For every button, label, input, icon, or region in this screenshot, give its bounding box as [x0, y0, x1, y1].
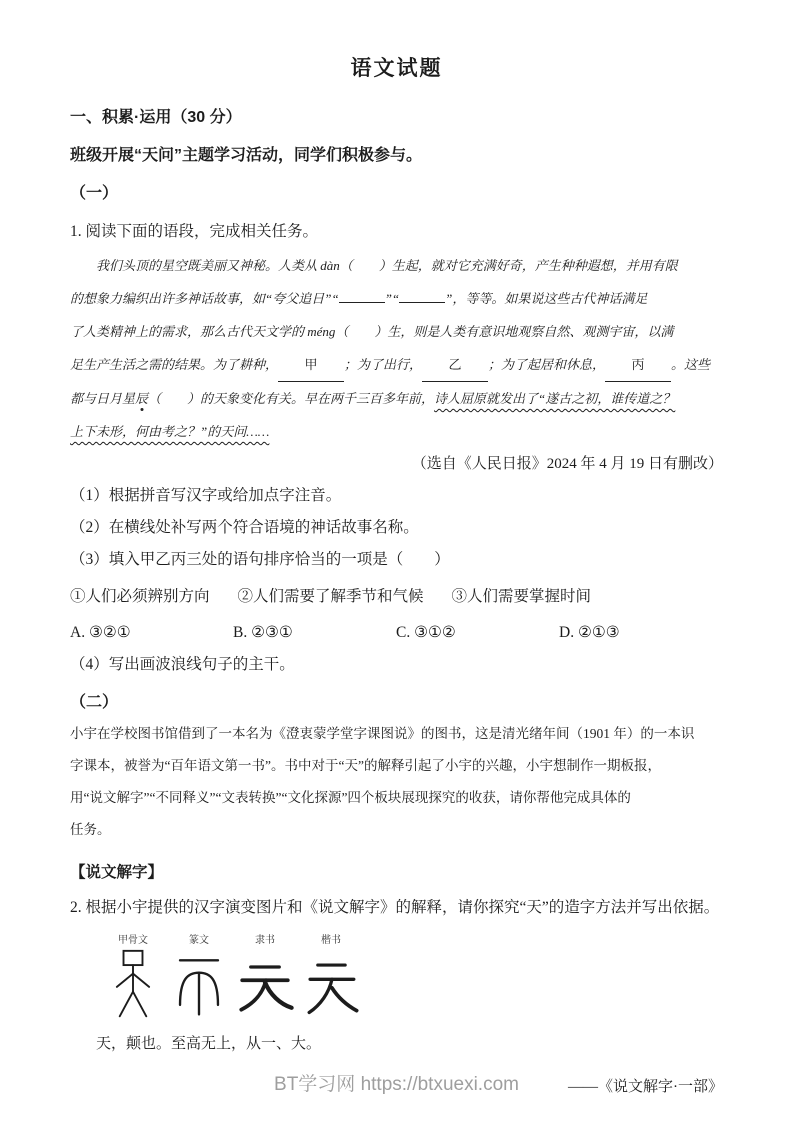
text-segment: ”“ [384, 291, 400, 306]
regular-script-column [302, 931, 360, 1022]
passage-line [70, 718, 723, 750]
regular-script-label: 楷书 [321, 935, 341, 946]
activity-intro: 班级开展“天问”主题学习活动，同学们积极参与。 [70, 147, 423, 164]
blank-label: 丙 [605, 348, 671, 382]
passage-source: （选自《人民日报》2024 年 4 月 19 日有删改） [411, 456, 723, 472]
wavy-underlined-text: 诗人屈原就发出了“遂古之初，谁传道之？ [434, 391, 676, 406]
passage-line [70, 348, 723, 382]
dotted-char: 辰 [135, 391, 149, 406]
question-1-4: （4）写出画波浪线句子的主干。 [70, 656, 295, 673]
blank-line [399, 291, 445, 303]
text-segment: ”，等等。如果说这些古代神话满足 [445, 291, 648, 306]
option-d: D. ②①③ [559, 624, 620, 641]
choice-options [70, 623, 723, 642]
seal-script-tian-glyph [170, 948, 228, 1022]
shuowen-block-label: 【说文解字】 [70, 864, 164, 881]
page-title: 语文试题 [350, 57, 443, 80]
part-two-label: （二） [70, 694, 119, 711]
text-segment: 。这些 [671, 357, 711, 372]
seal-script-column [170, 931, 228, 1022]
shuowen-quote: 天，颠也。至高无上，从一、大。 [96, 1036, 322, 1052]
watermark-footer: BT学习网 https://btxuexi.com [274, 1074, 519, 1095]
text-segment: 了人类精神上的需求，那么古代天文学的 méng（ ）生，则是人类有意识地观察自然、观测宇宙，以满 [70, 324, 674, 339]
clerical-script-tian-glyph [236, 948, 294, 1022]
passage-line [70, 282, 723, 315]
part-one-label: （一） [70, 185, 119, 202]
text-segment: ；为了起居和休息， [488, 357, 606, 372]
option-a: A. ③②① [70, 624, 131, 641]
passage-line [70, 814, 723, 846]
text-segment: 任务。 [70, 822, 111, 837]
text-segment: （ ）的天象变化有关。早在两千三百多年前， [148, 391, 435, 406]
oracle-bone-label: 甲骨文 [118, 935, 148, 946]
question-2-stem: 2. 根据小宇提供的汉字演变图片和《说文解字》的解释，请你探究“天”的造字方法并写出依据。 [70, 899, 720, 916]
seal-script-label: 篆文 [189, 935, 209, 946]
text-segment: 小宇在学校图书馆借到了一本名为《澄衷蒙学堂字课图说》的图书，这是清光绪年间（1901 年）的一本识 [70, 726, 695, 741]
option-b: B. ②③① [233, 624, 293, 641]
text-segment: 用“说文解字”“不同释义”“文表转换”“文化探源”四个板块展现探究的收获，请你帮他完成具体的 [70, 790, 631, 805]
passage-line [70, 750, 723, 782]
character-evolution-figure [104, 931, 723, 1022]
text-segment: 都与日月星 [70, 391, 136, 406]
passage-line [70, 782, 723, 814]
text-segment: ；为了出行， [344, 357, 423, 372]
reading-passage [70, 249, 723, 448]
regular-script-tian-glyph [302, 948, 360, 1022]
text-segment: 字课本，被誉为“百年语文第一书”。书中对于“天”的解释引起了小宇的兴趣，小宇想制作一期板报， [70, 758, 661, 773]
text-segment: 足生产生活之需的结果。为了耕种， [70, 357, 279, 372]
shuowen-quote-source: ——《说文解字·一部》 [568, 1079, 723, 1095]
section-heading: 一、积累·运用（30 分） [70, 109, 242, 126]
question-1-3: （3）填入甲乙丙三处的语句排序恰当的一项是（ ） [70, 551, 450, 568]
clerical-script-column [236, 931, 294, 1022]
wavy-underlined-text: 上下未形，何由考之？”的天问…… [70, 424, 270, 439]
passage-line [70, 415, 723, 448]
option-c: C. ③①② [396, 624, 456, 641]
text-segment: 我们头顶的星空既美丽又神秘。人类从 dàn（ ）生起，就对它充满好奇，产生种种遐想，并用有限 [70, 258, 678, 273]
question-1-1: （1）根据拼音写汉字或给加点字注音。 [70, 487, 342, 504]
passage-line [70, 249, 723, 282]
question-1-2: （2）在横线处补写两个符合语境的神话故事名称。 [70, 519, 419, 536]
oracle-bone-tian-glyph [104, 948, 162, 1022]
passage-line [70, 382, 723, 415]
passage-line [70, 315, 723, 348]
blank-label: 乙 [422, 348, 488, 382]
blank-line [339, 291, 385, 303]
oracle-bone-column [104, 931, 162, 1022]
blank-label: 甲 [278, 348, 344, 382]
ordering-statements [70, 584, 723, 606]
statement-1: ①人们必须辨别方向 [70, 588, 210, 605]
statement-2: ②人们需要了解季节和气候 [237, 588, 424, 605]
context-passage [70, 718, 723, 846]
clerical-script-label: 隶书 [255, 935, 275, 946]
question-1-stem: 1. 阅读下面的语段，完成相关任务。 [70, 223, 319, 240]
text-segment: 的想象力编织出许多神话故事，如“夸父追日”“ [70, 291, 339, 306]
statement-3: ③人们需要掌握时间 [451, 588, 592, 605]
